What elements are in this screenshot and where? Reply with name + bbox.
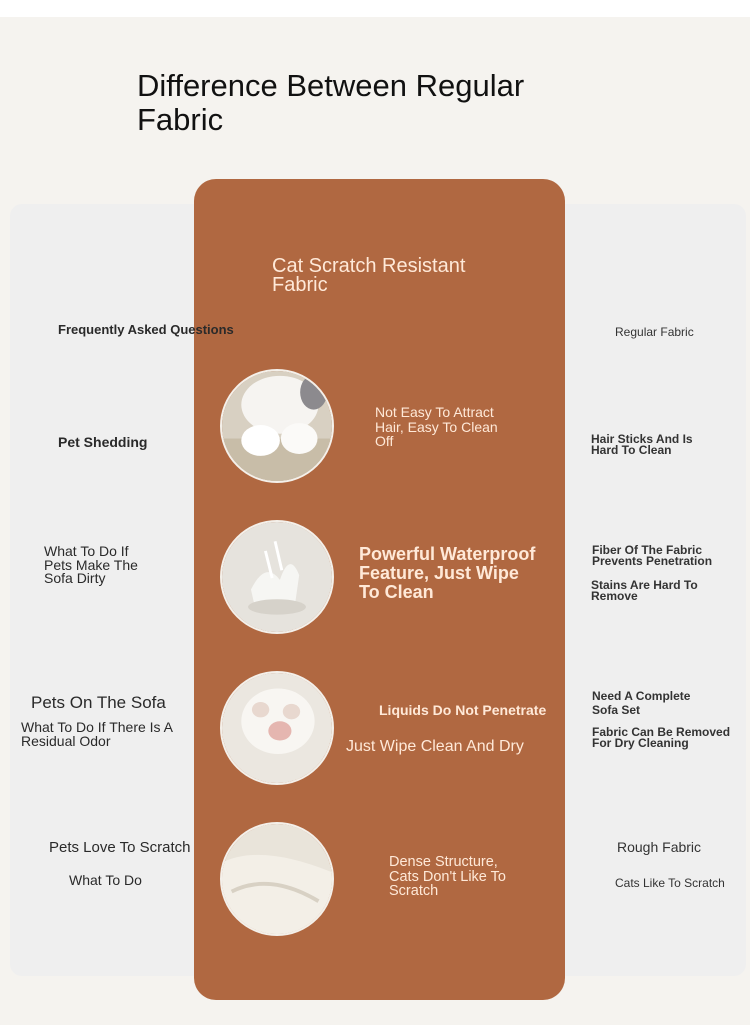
- feature-liquids: Liquids Do Not Penetrate: [379, 702, 547, 718]
- left-column-heading: Frequently Asked Questions: [58, 322, 234, 337]
- page-title: Difference Between Regular Fabric: [137, 68, 525, 137]
- regular-stains: Stains Are Hard To Remove: [591, 578, 698, 603]
- question-pets-on-sofa: Pets On The Sofa: [31, 693, 166, 712]
- cat-paw-photo: [220, 671, 334, 785]
- question-pets-scratch: Pets Love To Scratch: [49, 839, 191, 856]
- right-column-heading: Regular Fabric: [615, 325, 694, 339]
- regular-cats-scratch: Cats Like To Scratch: [615, 876, 725, 890]
- cat-paws-image: [222, 371, 332, 481]
- question-residual-odor: What To Do If There Is A Residual Odor: [21, 719, 173, 749]
- regular-complete-set: Need A Complete Sofa Set: [592, 689, 691, 717]
- regular-hair-sticks: Hair Sticks And Is Hard To Clean: [591, 432, 693, 457]
- question-pet-shedding: Pet Shedding: [58, 434, 148, 450]
- regular-rough-fabric: Rough Fabric: [617, 839, 702, 855]
- water-splash-photo: [220, 520, 334, 634]
- feature-dense-structure: Dense Structure, Cats Don't Like To Scratch: [389, 854, 506, 899]
- cat-paws-photo: [220, 369, 334, 483]
- feature-hair: Not Easy To Attract Hair, Easy To Clean Off: [375, 404, 498, 449]
- question-what-to-do: What To Do: [69, 872, 142, 888]
- question-sofa-dirty: What To Do If Pets Make The Sofa Dirty: [44, 543, 138, 586]
- fabric-texture-photo: [220, 822, 334, 936]
- feature-wipe-clean: Just Wipe Clean And Dry: [346, 738, 524, 755]
- feature-waterproof: Powerful Waterproof Feature, Just Wipe To Clean: [359, 544, 536, 602]
- fabric-texture-image: [222, 824, 332, 934]
- regular-dry-cleaning: Fabric Can Be Removed For Dry Cleaning: [592, 725, 731, 750]
- cat-paw-image: [222, 673, 332, 783]
- center-column-heading: Cat Scratch Resistant Fabric: [272, 255, 466, 296]
- water-splash-image: [222, 522, 332, 632]
- regular-fiber-penetration: Fiber Of The Fabric Prevents Penetration: [592, 543, 713, 568]
